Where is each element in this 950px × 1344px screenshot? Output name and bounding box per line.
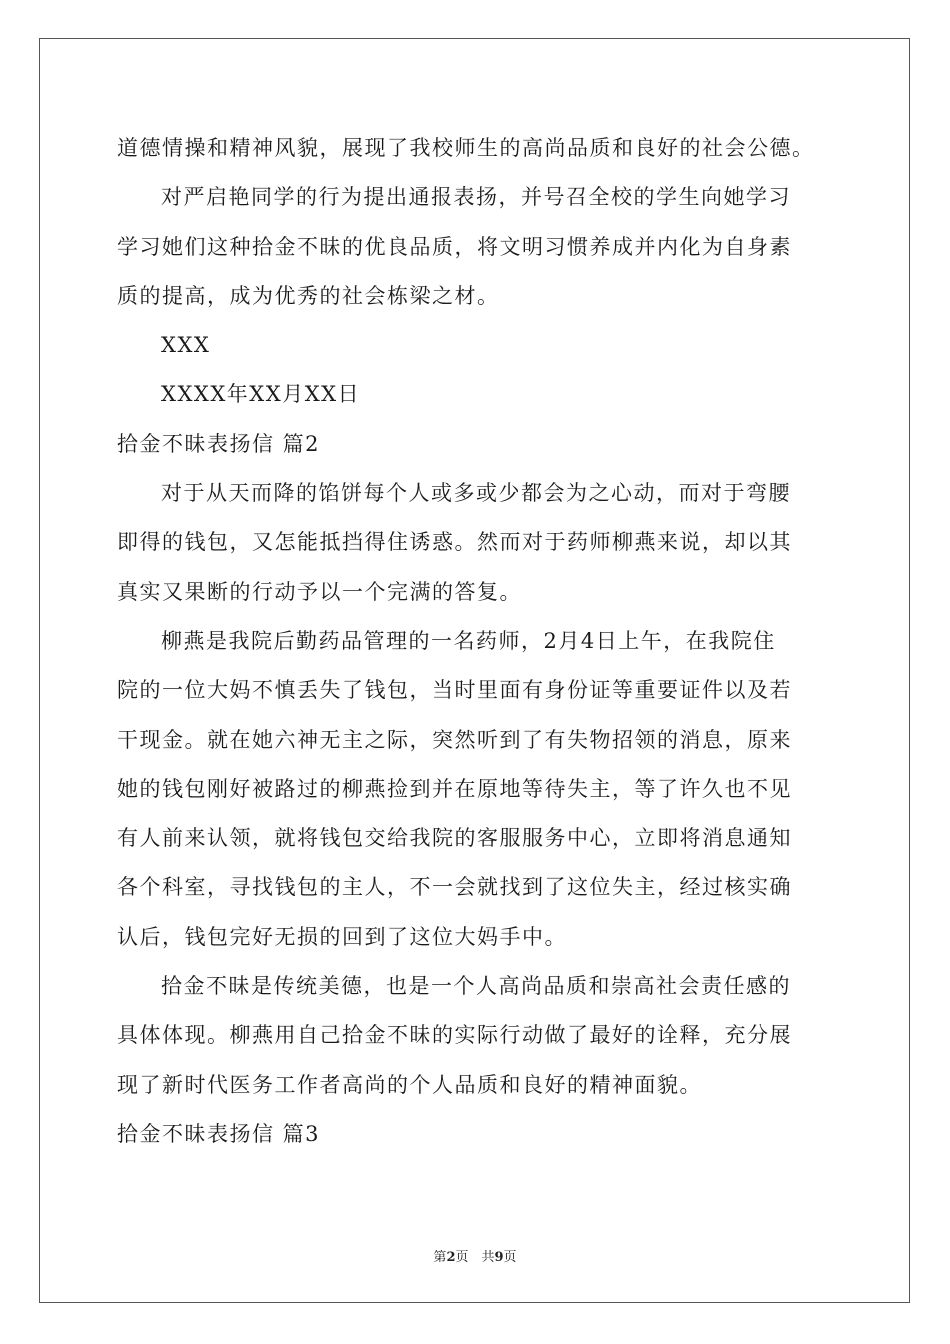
- paragraph-line: 现了新时代医务工作者高尚的个人品质和良好的精神面貌。: [117, 1072, 702, 1097]
- paragraph-line: 认后，钱包完好无损的回到了这位大妈手中。: [117, 924, 567, 949]
- paragraph-line: 质的提高，成为优秀的社会栋梁之材。: [117, 283, 500, 308]
- current-page-number: 2: [446, 1250, 456, 1265]
- footer-suffix: 页: [503, 1250, 517, 1265]
- paragraph-line: 具体体现。柳燕用自己拾金不昧的实际行动做了最好的诠释，充分展: [117, 1023, 792, 1048]
- paragraph-line: 对于从天而降的馅饼每个人或多或少都会为之心动，而对于弯腰: [161, 481, 791, 506]
- footer-prefix: 第: [433, 1250, 447, 1265]
- total-page-number: 9: [494, 1250, 504, 1265]
- signature-line: XXX: [161, 333, 211, 358]
- paragraph-line: 学习她们这种拾金不昧的优良品质，将文明习惯养成并内化为自身素: [117, 234, 792, 259]
- paragraph-line: 柳燕是我院后勤药品管理的一名药师，2月4日上午，在我院住: [161, 628, 776, 653]
- paragraph-line: 真实又果断的行动予以一个完满的答复。: [117, 579, 522, 604]
- paragraph-line: 各个科室，寻找钱包的主人，不一会就找到了这位失主，经过核实确: [117, 875, 792, 900]
- paragraph-line: 她的钱包刚好被路过的柳燕捡到并在原地等待失主，等了许久也不见: [117, 776, 792, 801]
- date-line: XXXX年XX月XX日: [161, 382, 361, 407]
- paragraph-line: 院的一位大妈不慎丢失了钱包，当时里面有身份证等重要证件以及若: [117, 678, 792, 703]
- paragraph-line: 干现金。就在她六神无主之际，突然听到了有失物招领的消息，原来: [117, 727, 792, 752]
- paragraph-line: 对严启艳同学的行为提出通报表扬，并号召全校的学生向她学习: [161, 185, 791, 210]
- document-body: [117, 124, 837, 1159]
- paragraph-line: 拾金不昧是传统美德，也是一个人高尚品质和崇高社会责任感的: [161, 974, 791, 999]
- footer-mid: 页 共: [455, 1250, 495, 1265]
- paragraph-line: 即得的钱包，又怎能抵挡得住诱惑。然而对于药师柳燕来说，却以其: [117, 530, 792, 555]
- paragraph-line: 道德情操和精神风貌，展现了我校师生的高尚品质和良好的社会公德。: [117, 136, 815, 160]
- section-heading: 拾金不昧表扬信 篇2: [117, 431, 321, 456]
- page-number-footer: [0, 1246, 950, 1265]
- section-heading: 拾金不昧表扬信 篇3: [117, 1121, 321, 1146]
- paragraph-line: 有人前来认领，就将钱包交给我院的客服服务中心，立即将消息通知: [117, 826, 792, 851]
